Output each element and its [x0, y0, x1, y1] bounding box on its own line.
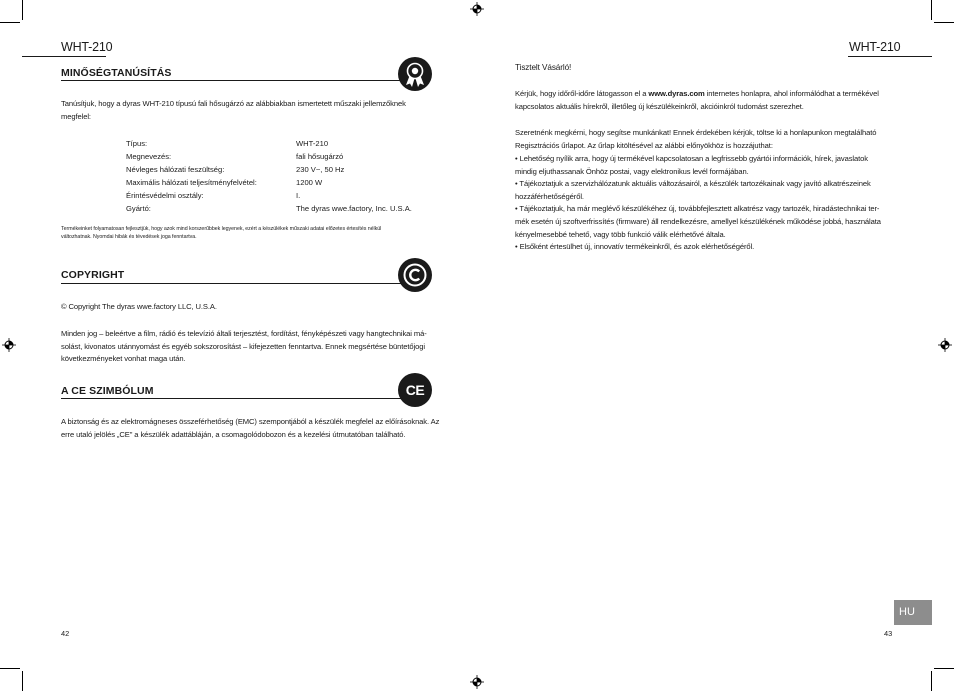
- spec-label: Maximális hálózati teljesítményfelvétel:: [126, 178, 257, 187]
- intro-line: kapcsolatos aktuális hírekről, illetőleg új készülékeinkről, akcióinkról tudomást szerezhet.: [515, 101, 804, 111]
- benefits-list: [515, 153, 881, 254]
- list-item: • Tájékoztatjuk, ha már meglévő készülékéhez új, továbbfejlesztett alkatrész vagy tartozék, hiradástechnikai ter-: [515, 204, 880, 214]
- left-model-header: WHT-210: [61, 40, 113, 54]
- registration-mark-icon: [470, 2, 484, 16]
- crop-mark: [934, 22, 954, 23]
- quality-section-rule: [61, 80, 401, 81]
- quality-intro: [61, 98, 406, 123]
- spec-label: Típus:: [126, 139, 148, 148]
- spec-label: Gyártó:: [126, 204, 151, 213]
- copyright-section-rule: [61, 283, 401, 284]
- list-item: • Elsőként értesülhet új, innovatív termékeinkről, és azok elérhetőségéről.: [515, 242, 755, 252]
- quality-disclaimer-line: változhatnak. Nyomdai hibák és tévedések joga fenntartva.: [61, 234, 197, 241]
- crop-mark: [0, 668, 20, 669]
- right-model-header: WHT-210: [849, 40, 901, 54]
- copyright-icon: [398, 258, 432, 292]
- list-item: kényelmesebbé tehető, vagy több funkció válik elérhetővé általa.: [515, 229, 726, 239]
- intro-paragraph: [515, 88, 879, 113]
- spec-value: I.: [296, 191, 301, 200]
- right-header-rule: [848, 56, 932, 57]
- spec-value: 1200 W: [296, 178, 323, 187]
- spec-label: Névleges hálózati feszültség:: [126, 165, 225, 174]
- copyright-body-line: solást, kivonatos utánnyomást és egyéb sokszorosítást – kifejezetten fenntartva. Ennek megsértése büntetőjogi: [61, 341, 425, 351]
- registration-line: Regisztrációs űrlapot. Az űrlap kitöltésével az alábbi előnyökhöz is hozzájuthat:: [515, 140, 773, 150]
- registration-line: Szeretnénk megkérni, hogy segítse munkánkat! Ennek érdekében kérjük, töltse ki a honlapunkon megtalálható: [515, 128, 877, 137]
- registration-mark-icon: [470, 675, 484, 689]
- spec-value: 230 V~, 50 Hz: [296, 165, 345, 174]
- list-item: hozzáférhetőségéről.: [515, 191, 584, 201]
- copyright-body-line: következményeket vonhat maga után.: [61, 354, 186, 364]
- ce-body: [61, 416, 439, 441]
- copyright-line: © Copyright The dyras wwe.factory LLC, U.S.A.: [61, 302, 217, 311]
- spec-label: Megnevezés:: [126, 152, 172, 161]
- registration-mark-icon: [938, 338, 952, 352]
- crop-mark: [0, 22, 20, 23]
- spec-label: Érintésvédelmi osztály:: [126, 191, 204, 200]
- list-item: mék esetén új szoftverfrissítés (firmware) áll rendelkezésre, amellyel készülékének működése jobbá, használata: [515, 216, 881, 226]
- list-item: mindig eljuthassanak Önhöz postai, vagy elektronikus levél formájában.: [515, 166, 749, 176]
- registration-mark-icon: [2, 338, 16, 352]
- spec-value: WHT-210: [296, 139, 329, 148]
- quality-intro-line: megfelel:: [61, 111, 91, 121]
- website-link[interactable]: www.dyras.com: [648, 89, 705, 98]
- crop-mark: [22, 671, 23, 691]
- quality-section-title: MINŐSÉGTANÚSÍTÁS: [61, 67, 172, 79]
- list-item: • Lehetőség nyílik arra, hogy új termékével kapcsolatosan a legfrissebb gyártói információk, hírek, javaslatok: [515, 154, 868, 163]
- spec-value: The dyras wwe.factory, Inc. U.S.A.: [296, 204, 412, 213]
- quality-disclaimer: [61, 225, 381, 241]
- intro-text: Kérjük, hogy időről-időre látogasson el a: [515, 89, 649, 98]
- registration-paragraph: [515, 127, 876, 152]
- ce-body-line: A biztonság és az elektromágneses összeférhetőség (EMC) szempontjából a készülék megfelel az előírásoknak. Az: [61, 417, 440, 426]
- copyright-section-title: COPYRIGHT: [61, 269, 125, 281]
- crop-mark: [934, 668, 954, 669]
- left-page-number: 42: [61, 629, 70, 638]
- copyright-body: [61, 328, 427, 366]
- language-tab: HU: [894, 600, 932, 625]
- spec-value: fali hősugárzó: [296, 152, 344, 161]
- ce-mark-icon: [398, 373, 432, 407]
- greeting: Tisztelt Vásárló!: [515, 63, 572, 72]
- ce-section-title: A CE SZIMBÓLUM: [61, 385, 154, 397]
- ce-mark-text: CE: [405, 382, 425, 398]
- crop-mark: [931, 671, 932, 691]
- crop-mark: [931, 0, 932, 20]
- copyright-body-line: Minden jog – beleértve a film, rádió és televízió általi terjesztést, fordítást, fényképészeti vagy hangtechnikai má-: [61, 329, 427, 338]
- quality-intro-line: Tanúsítjuk, hogy a dyras WHT-210 típusú fali hősugárzó az alábbiakban ismertetett műszaki jellemzőknek: [61, 99, 406, 108]
- quality-disclaimer-line: Termékeinket folyamatosan fejlesztjük, hogy azok mind korszerűbbek legyenek, ezért a készülékek műszaki adatai előzetes értesítés nélkül: [61, 226, 382, 232]
- ce-section-rule: [61, 398, 401, 399]
- list-item: • Tájékoztatjuk a szervizhálózatunk aktuális változásairól, a készülék tartozékainak vagy javító alkatrészeinek: [515, 179, 871, 189]
- right-page-number: 43: [884, 629, 893, 638]
- intro-line: [515, 88, 879, 101]
- left-header-rule: [22, 56, 106, 57]
- ce-body-line: erre utaló jelölés „CE" a készülék adattábláján, a csomagolódobozon és a kezelési útmutatóban található.: [61, 429, 406, 439]
- quality-award-icon: [398, 57, 432, 91]
- intro-text: internetes honlapra, ahol informálódhat a termékével: [704, 89, 879, 98]
- crop-mark: [22, 0, 23, 20]
